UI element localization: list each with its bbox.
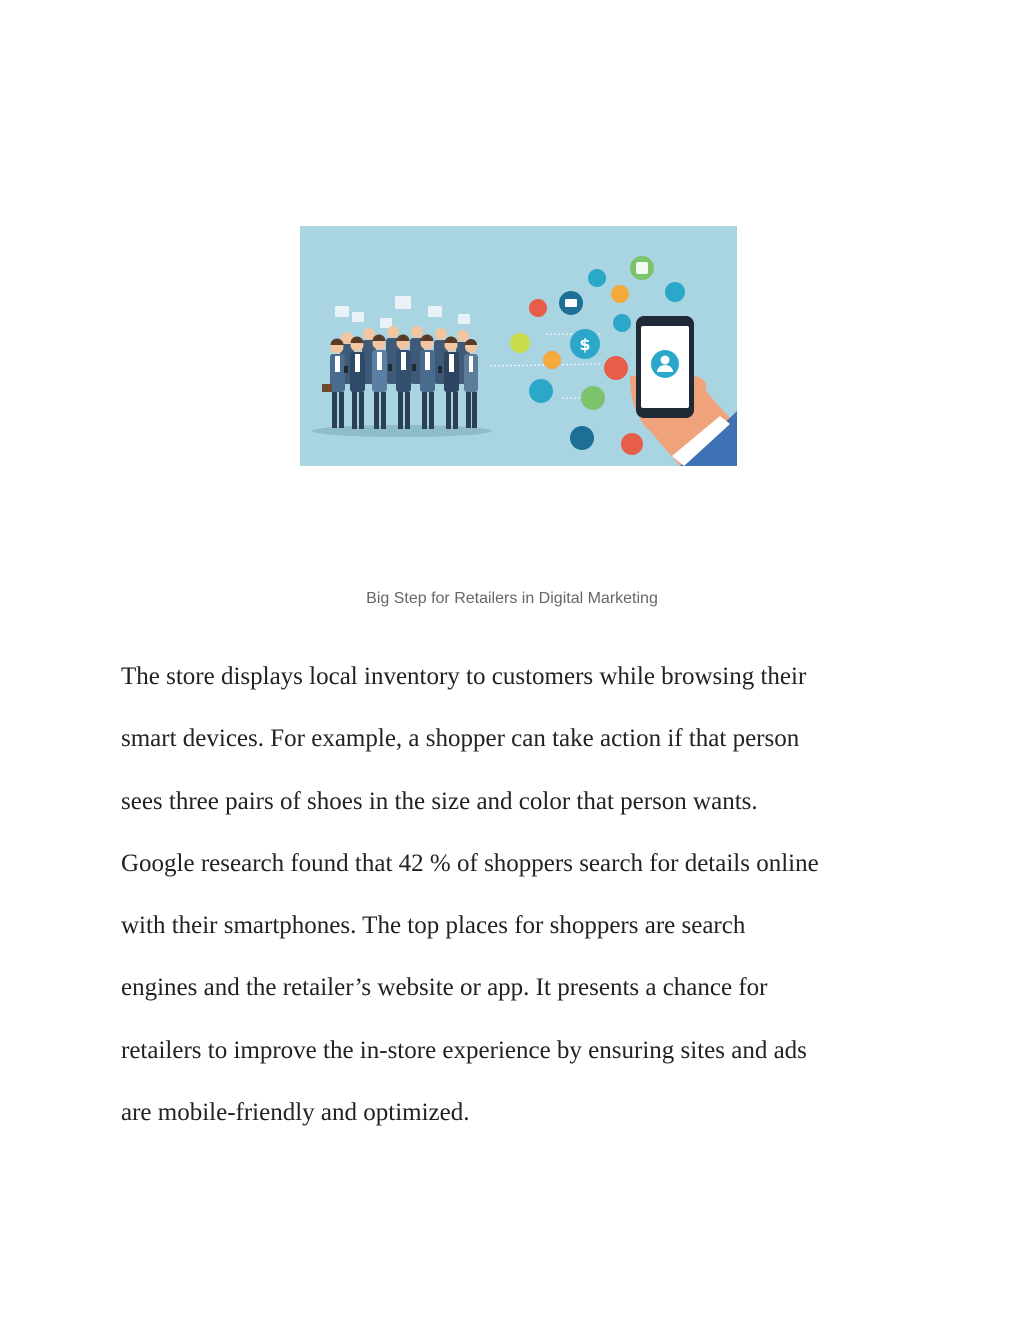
hand-holding-smartphone [630,316,737,466]
paragraph-line: retailers to improve the in-store experience by ensuring sites and ads [121,1036,807,1064]
paragraph-line: smart devices. For example, a shopper can take action if that person [121,725,800,753]
speech-bubbles [335,296,470,328]
crowd-of-people [322,326,478,429]
digital-marketing-illustration [300,226,737,466]
briefcase-icon [322,384,332,392]
paragraph-line: with their smartphones. The top places for shoppers are search [121,912,746,940]
paragraph-line: Google research found that 42 % of shoppers search for details online [121,849,819,877]
image-caption: Big Step for Retailers in Digital Marketing [366,590,658,607]
paragraph-line: are mobile-friendly and optimized. [121,1099,470,1127]
dollar-icon: $ [579,335,591,354]
article-illustration [300,226,737,466]
article-body [121,651,911,1149]
paragraph-line: sees three pairs of shoes in the size and color that person wants. [121,787,758,815]
paragraph-line: engines and the retailer’s website or app. It presents a chance for [121,974,768,1002]
paragraph-line: The store displays local inventory to customers while browsing their [121,663,807,690]
